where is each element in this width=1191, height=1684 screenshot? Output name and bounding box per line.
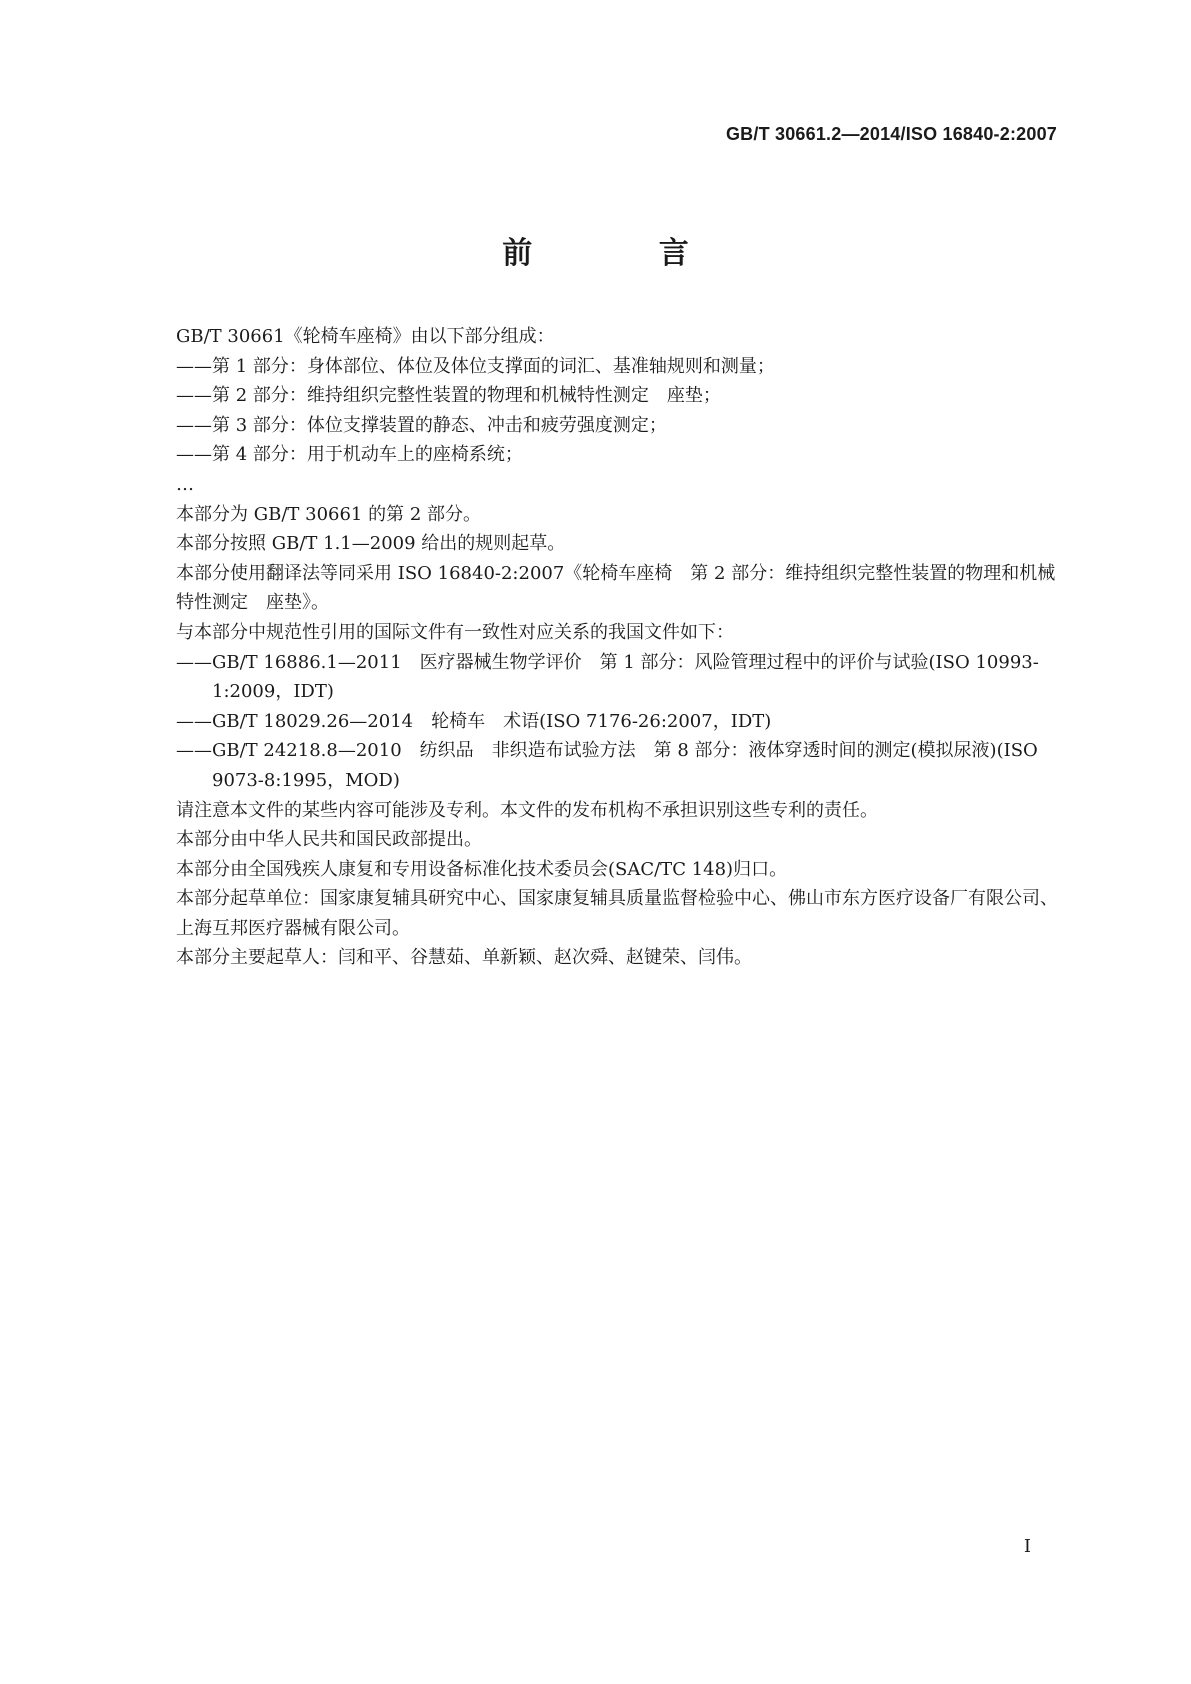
dash-marker: —— bbox=[176, 444, 212, 466]
dash-marker: —— bbox=[176, 355, 212, 377]
list-item-text: GB/T 16886.1—2011 医疗器械生物学评价 第 1 部分：风险管理过程中的评价与试验(ISO 10993-1:2009，IDT) bbox=[212, 651, 1039, 703]
proposed-by-paragraph: 本部分由中华人民共和国民政部提出。 bbox=[176, 829, 482, 851]
dash-marker: —— bbox=[176, 651, 212, 673]
list-item bbox=[176, 381, 1058, 411]
intro-paragraph: GB/T 30661《轮椅车座椅》由以下部分组成： bbox=[176, 326, 555, 347]
list-item-text: GB/T 18029.26—2014 轮椅车 术语(ISO 7176-26:2007，IDT) bbox=[212, 710, 772, 732]
dash-marker: —— bbox=[176, 414, 212, 436]
list-item bbox=[176, 440, 1058, 470]
list-item bbox=[176, 707, 1058, 737]
list-item-text: 第 4 部分：用于机动车上的座椅系统； bbox=[212, 444, 523, 466]
refs-intro-paragraph: 与本部分中规范性引用的国际文件有一致性对应关系的我国文件如下： bbox=[176, 621, 734, 643]
standard-code: GB/T 30661.2—2014/ISO 16840-2:2007 bbox=[725, 124, 1057, 144]
patent-paragraph: 请注意本文件的某些内容可能涉及专利。本文件的发布机构不承担识别这些专利的责任。 bbox=[176, 799, 878, 821]
list-item-text: 第 2 部分：维持组织完整性装置的物理和机械特性测定 座垫； bbox=[212, 385, 721, 407]
dash-marker: —— bbox=[176, 710, 212, 732]
parts-list bbox=[176, 352, 1058, 470]
list-item bbox=[176, 352, 1058, 382]
dash-marker: —— bbox=[176, 385, 212, 407]
list-item bbox=[176, 411, 1058, 441]
list-item-text: GB/T 24218.8—2010 纺织品 非织造布试验方法 第 8 部分：液体穿透时间的测定(模拟尿液)(ISO 9073-8:1995，MOD) bbox=[212, 740, 1038, 791]
document-body bbox=[176, 322, 1058, 973]
page-number: I bbox=[1023, 1536, 1031, 1557]
rules-paragraph: 本部分按照 GB/T 1.1—2009 给出的规则起草。 bbox=[176, 533, 566, 555]
list-item bbox=[176, 736, 1058, 795]
ellipsis: … bbox=[176, 473, 194, 495]
translation-paragraph: 本部分使用翻译法等同采用 ISO 16840-2:2007《轮椅车座椅 第 2 部分：维持组织完整性装置的物理和机械特性测定 座垫》。 bbox=[176, 562, 1056, 614]
drafting-units-paragraph: 本部分起草单位：国家康复辅具研究中心、国家康复辅具质量监督检验中心、佛山市东方医疗设备厂有限公司、上海互邦医疗器械有限公司。 bbox=[176, 888, 1058, 939]
references-list bbox=[176, 648, 1058, 796]
dash-marker: —— bbox=[176, 740, 212, 762]
list-item-text: 第 3 部分：体位支撑装置的静态、冲击和疲劳强度测定； bbox=[212, 414, 667, 436]
drafters-paragraph: 本部分主要起草人：闫和平、谷慧茹、单新颖、赵次舜、赵键荣、闫伟。 bbox=[176, 947, 752, 969]
part-paragraph: 本部分为 GB/T 30661 的第 2 部分。 bbox=[176, 503, 481, 525]
page-title: 前 言 bbox=[502, 236, 747, 271]
list-item bbox=[176, 648, 1058, 707]
committee-paragraph: 本部分由全国残疾人康复和专用设备标准化技术委员会(SAC/TC 148)归口。 bbox=[176, 858, 788, 880]
list-item-text: 第 1 部分：身体部位、体位及体位支撑面的词汇、基准轴规则和测量； bbox=[212, 355, 775, 377]
